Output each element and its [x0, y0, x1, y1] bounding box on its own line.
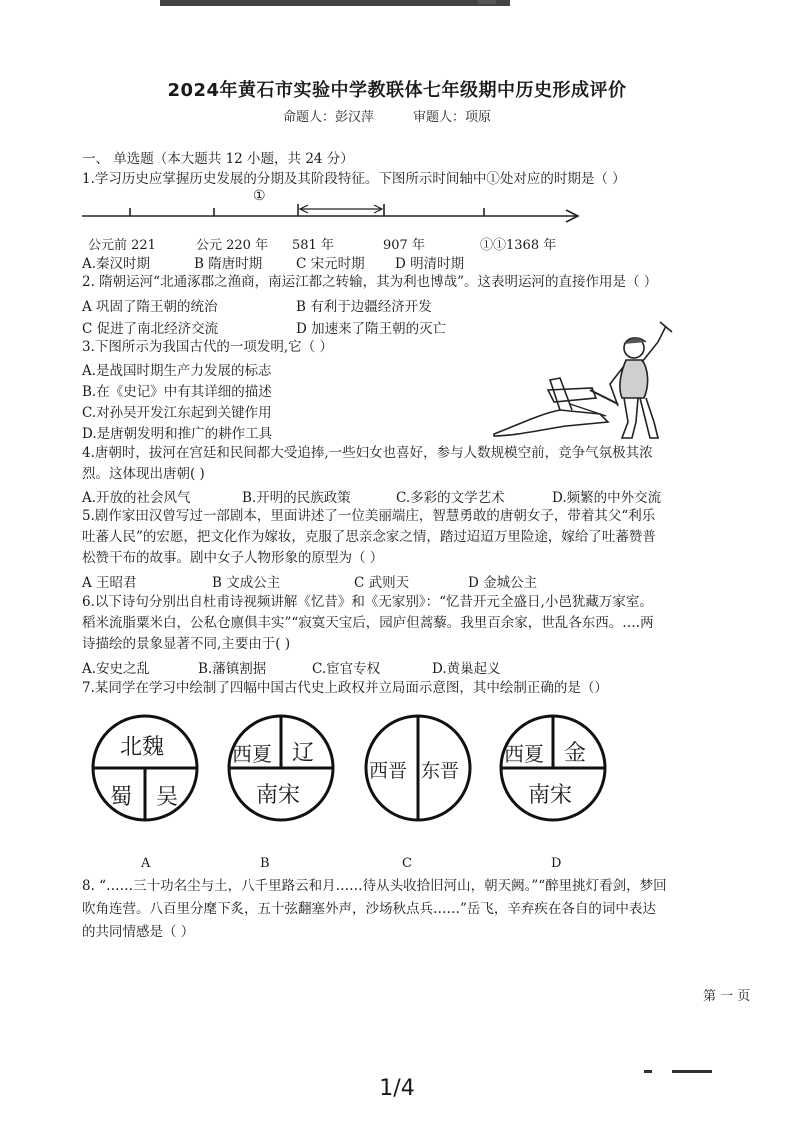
q5-stem-line-1: 5.剧作家田汉曾写过一部剧本，里面讲述了一位美丽端庄，智慧勇敢的唐朝女子，带着其父“利乐 [82, 508, 656, 524]
region-label: 西夏 [504, 742, 544, 766]
region-label: 辽 [292, 741, 315, 766]
page-number: 1/4 [379, 1076, 415, 1101]
author-label: 命题人：彭汉萍 [283, 110, 375, 125]
q2-stem: 2. 隋朝运河“北通涿郡之渔商，南运江都之转输，其为利也博哉”。这表明运河的直接作用是（ ） [82, 274, 658, 290]
q8-stem-line-3: 的共同情感是（ ） [82, 924, 195, 940]
q8-stem-line-2: 吹角连营。八百里分麾下炙，五十弦翻塞外声，沙场秋点兵……”岳飞，辛弃疾在各自的词中表达 [82, 901, 656, 917]
scan-artifact-mark [478, 0, 496, 4]
page-side-mark: 第 一 页 [703, 989, 751, 1004]
q6-stem-line-1: 6.以下诗句分别出自杜甫诗视频讲解《忆昔》和《无家别》：“忆昔开元全盛日,小邑犹藏万家室。 [82, 594, 653, 610]
scan-artifact-dash [672, 1070, 712, 1073]
circle-letter-b: B [260, 856, 270, 871]
region-label: 吴 [156, 785, 179, 810]
region-label: 金 [564, 741, 587, 766]
q4-stem-line-1: 4.唐朝时，拔河在宫廷和民间都大受追捧,一些妇女也喜好，参与人数规模空前，竞争气氛极其浓 [82, 445, 653, 461]
section-heading: 一、 单选题（本大题共 12 小题，共 24 分） [82, 151, 354, 167]
region-label: 北魏 [120, 735, 165, 760]
q1-option-d: D 明清时期 [395, 256, 465, 272]
q5-option-b: B 文成公主 [212, 575, 281, 591]
q3-option-a: A.是战国时期生产力发展的标志 [82, 363, 272, 379]
timeline-label-2: 公元 220 年 [196, 238, 269, 253]
q6-option-b: B.藩镇割据 [198, 661, 267, 677]
scan-artifact-dash [644, 1070, 652, 1073]
q7-stem: 7.某同学在学习中绘制了四幅中国古代史上政权并立局面示意图，其中绘制正确的是（） [82, 680, 608, 696]
q2-option-d: D 加速来了隋王朝的灭亡 [296, 321, 447, 337]
timeline-label-3: 581 年 [292, 238, 334, 253]
q1-option-c: C 宋元时期 [296, 256, 365, 272]
q6-stem-line-2: 稻米流脂粟米白，公私仓廪俱丰实”“寂寞天宝后，园庐但蒿藜。我里百余家，世乱各东西。….两 [82, 615, 654, 631]
circle-diagram-b [226, 710, 326, 820]
q3-option-b: B.在《史记》中有其详细的描述 [82, 384, 272, 400]
timeline-marker: ① [253, 188, 266, 204]
q6-option-d: D.黄巢起义 [432, 661, 501, 677]
region-label: 东晋 [421, 760, 460, 782]
q4-option-d: D.频繁的中外交流 [552, 490, 662, 506]
q4-stem-line-2: 烈。这体现出唐朝( ) [82, 466, 205, 482]
q3-option-c: C.对孙吴开发江东起到关键作用 [82, 405, 272, 421]
q1-stem: 1.学习历史应掌握历史发展的分期及其阶段特征。下图所示时间轴中①处对应的时期是（ ） [82, 171, 626, 187]
q4-option-a: A.开放的社会风气 [82, 490, 191, 506]
q5-option-c: C 武则天 [354, 575, 410, 591]
q3-option-d: D.是唐朝发明和推广的耕作工具 [82, 426, 273, 442]
q8-stem-line-1: 8. “……三十功名尘与土，八千里路云和月……待从头收拾旧河山，朝天阙。”“醉里挑灯看剑，梦回 [82, 878, 667, 894]
timeline-label-5: ①①1368 年 [480, 238, 557, 253]
timeline-label-4: 907 年 [383, 238, 425, 253]
timeline-label-1: 公元前 221 [88, 238, 156, 253]
q5-option-d: D 金城公主 [468, 575, 538, 591]
circle-diagram-d [498, 710, 598, 820]
reviewer-label: 审题人：项原 [413, 110, 492, 125]
q6-option-c: C.宦官专权 [312, 661, 381, 677]
circle-letter-d: D [551, 856, 562, 871]
q3-stem: 3.下图所示为我国古代的一项发明,它（ ） [82, 339, 333, 355]
page-title: 2024年黄石市实验中学教联体七年级期中历史形成评价 [167, 80, 627, 101]
q4-option-b: B.开明的民族政策 [242, 490, 351, 506]
region-label: 西晋 [369, 760, 408, 782]
plough-illustration [490, 318, 680, 444]
region-label: 南宋 [528, 783, 573, 808]
q5-stem-line-3: 松赞干布的故事。剧中女子人物形象的原型为（ ） [82, 550, 384, 566]
circle-diagram-c [363, 710, 463, 820]
q2-option-c: C 促进了南北经济交流 [82, 321, 219, 337]
q2-option-a: A 巩固了隋王朝的统治 [82, 299, 218, 315]
region-label: 南宋 [256, 783, 301, 808]
q5-option-a: A 王昭君 [82, 575, 137, 591]
scan-artifact-bar [160, 0, 510, 6]
q2-option-b: B 有利于边疆经济开发 [296, 299, 432, 315]
q1-option-b: B 隋唐时期 [194, 256, 263, 272]
q6-stem-line-3: 诗描绘的景象显著不同,主要由于( ) [82, 636, 291, 652]
q5-stem-line-2: 吐蕃人民”的宏愿，把文化作为嫁妆，克服了思亲念家之情，踏过迢迢万里险途，嫁给了吐蕃赞普 [82, 529, 656, 545]
q6-option-a: A.安史之乱 [82, 661, 151, 677]
q1-option-a: A.秦汉时期 [82, 256, 151, 272]
q4-option-c: C.多彩的文学艺术 [396, 490, 505, 506]
region-label: 西夏 [232, 742, 272, 766]
circle-letter-a: A [141, 856, 151, 871]
circle-letter-c: C [402, 856, 412, 871]
region-label: 蜀 [110, 785, 133, 810]
circle-diagram-a [90, 710, 190, 820]
timeline-diagram [82, 188, 592, 232]
